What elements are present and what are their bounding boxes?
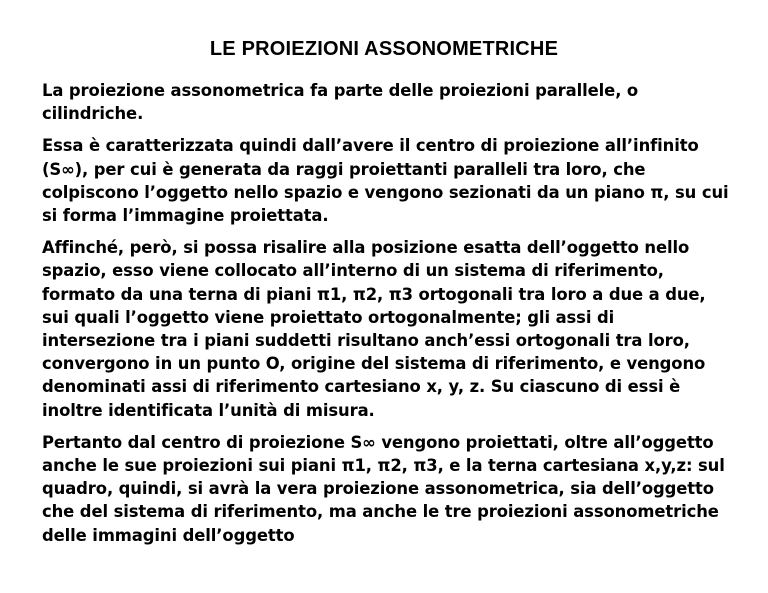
page-title: LE PROIEZIONI ASSONOMETRICHE — [209, 38, 559, 60]
paragraph-conclusion: Pertanto dal centro di proiezione S∞ vengono proiettati, oltre all’oggetto anche le sue proiezioni sui piani π1, π2, π3, e la terna cartesiana x,y,z: sul quadro, quindi, si avrà la vera proiezione assonometrica, sia dell’oggetto che del sistema di riferimento, ma anche le tre proiezioni assonometriche delle immagini dell’oggetto — [42, 432, 725, 545]
text-body — [42, 79, 732, 556]
paragraph-reference-system: Affinché, però, si possa risalire alla posizione esatta dell’oggetto nello spazio, esso viene collocato all’interno di un sistema di riferimento, formato da una terna di piani π1, π2, π3 ortogonali tra loro a due a due, sui quali l’oggetto viene proiettato ortogonalmente; gli assi di intersezione tra i piani suddetti risultano anch’essi ortogonali tra loro, convergono in un punto O, origine del sistema di riferimento, e vengono denominati assi di riferimento cartesiano x, y, z. Su ciascuno di essi è inoltre identificata l’unità di misura. — [42, 238, 706, 420]
paragraph-intro: La proiezione assonometrica fa parte delle proiezioni parallele, o cilindriche. — [42, 81, 639, 124]
paragraph-center-of-projection: Essa è caratterizzata quindi dall’avere il centro di proiezione all’infinito (S∞), per cui è generata da raggi proiettanti paralleli tra loro, che colpiscono l’oggetto nello spazio e vengono sezionati da un piano π, su cui si forma l’immagine proiettata. — [42, 136, 729, 226]
